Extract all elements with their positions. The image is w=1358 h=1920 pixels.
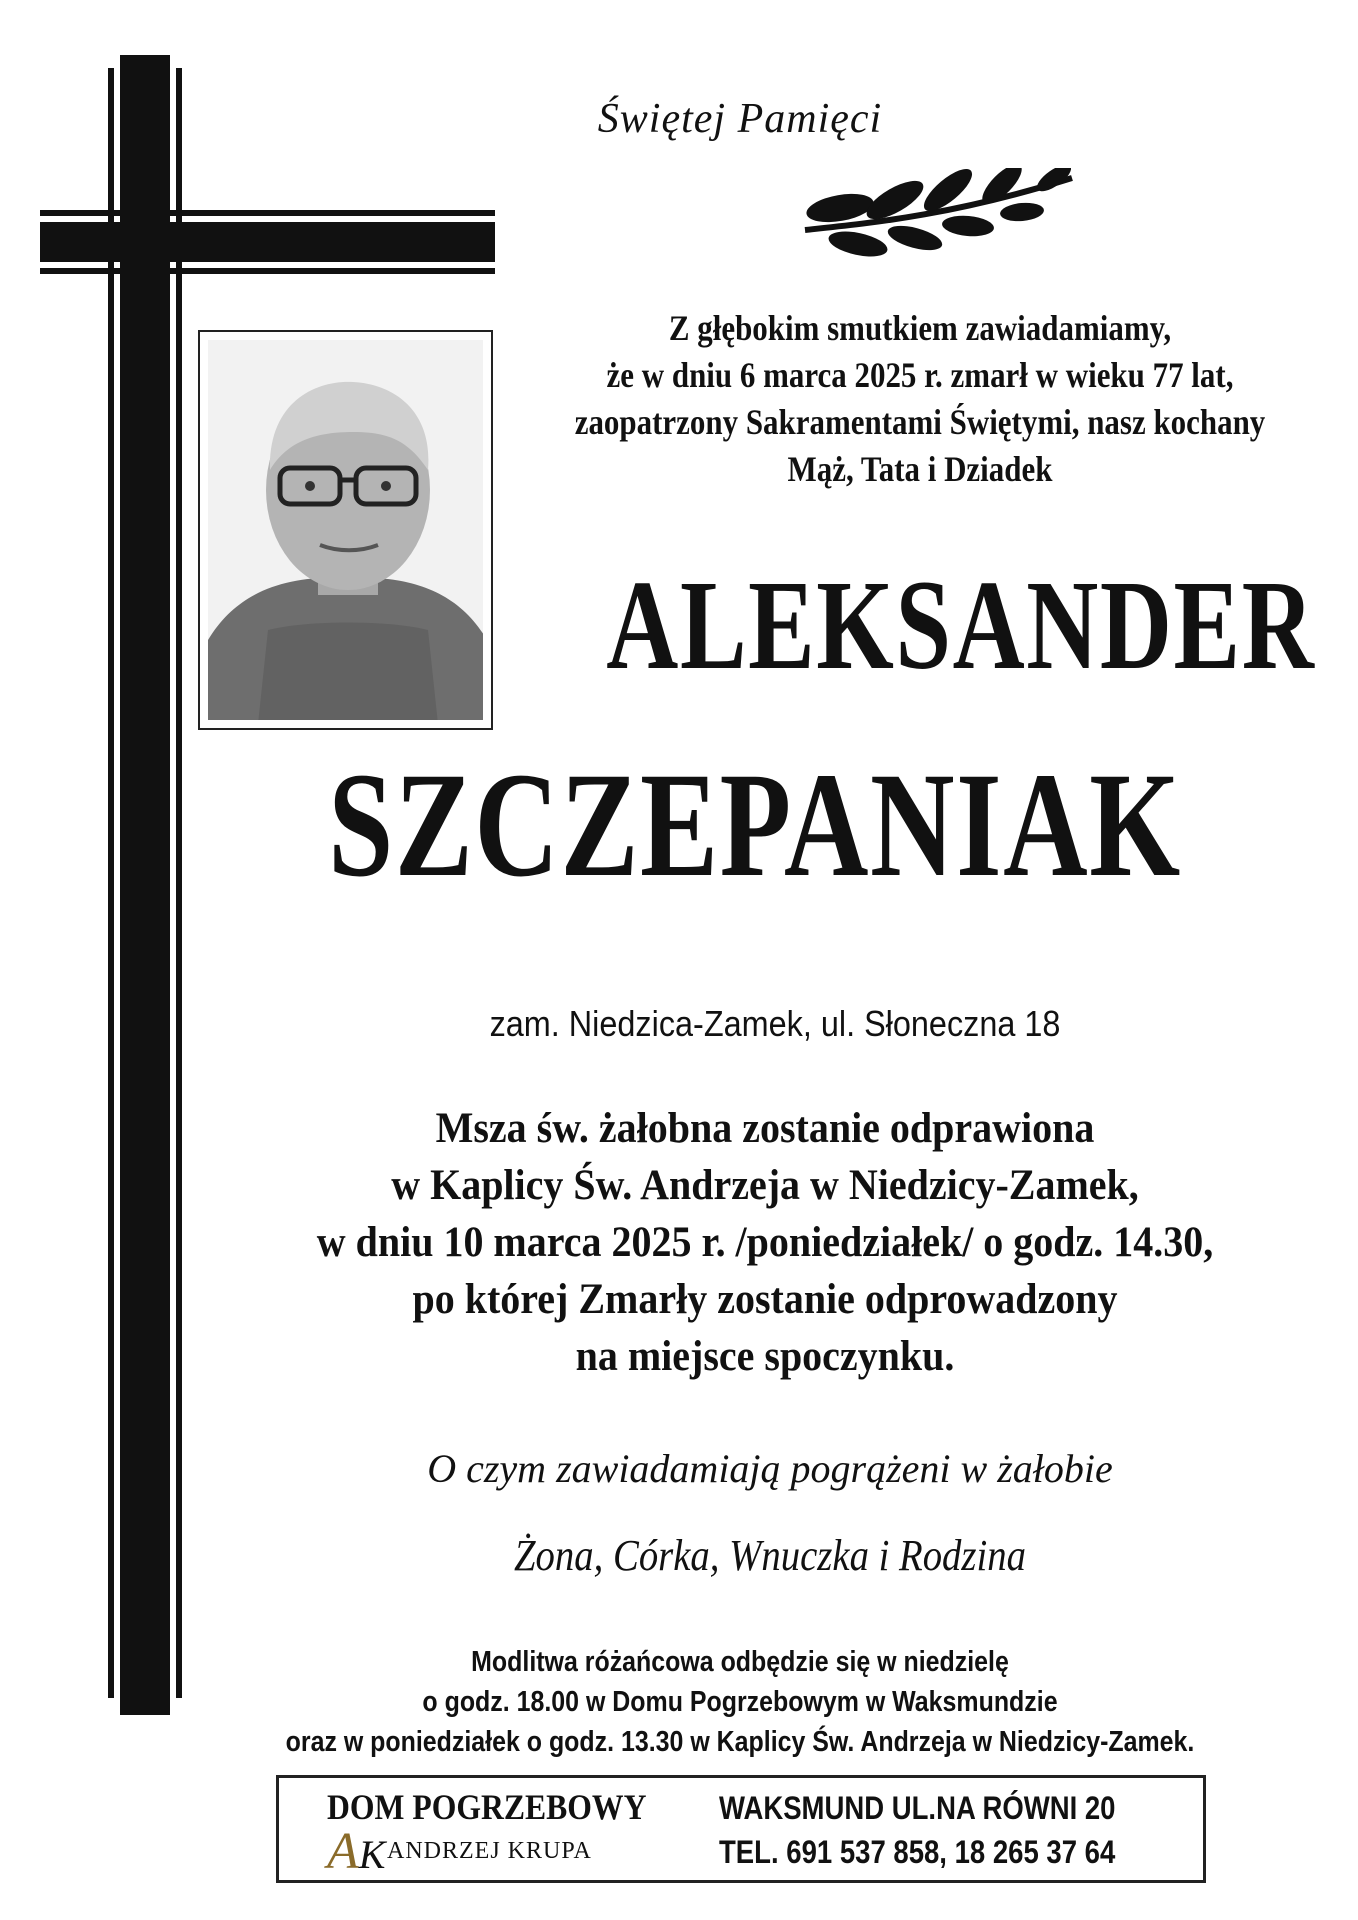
deceased-last-name: SZCZEPANIAK — [328, 742, 1182, 908]
mourners-family: Żona, Córka, Wnuczka i Rodzina — [514, 1531, 1026, 1580]
portrait-photo — [198, 330, 493, 730]
cross-icon — [120, 55, 170, 1715]
funeral-home-address: WAKSMUND UL.NA RÓWNI 20 — [719, 1790, 1116, 1826]
cross-horizontal-outline-bottom — [40, 268, 495, 274]
mass-line: po której Zmarły zostanie odprowadzony — [412, 1276, 1118, 1323]
cross-crossbar — [40, 222, 495, 262]
mourners-notice: O czym zawiadamiają pogrążeni w żałobie — [427, 1446, 1113, 1491]
portrait-silhouette — [208, 340, 483, 720]
funeral-home-name: DOM POGRZEBOWY — [327, 1787, 647, 1827]
mass-announcement — [221, 1100, 1309, 1385]
cross-horizontal-outline-top — [40, 210, 495, 216]
intro-line: zaopatrzony Sakramentami Świętymi, nasz kochany — [574, 402, 1266, 442]
intro-line: że w dniu 6 marca 2025 r. zmarł w wieku 77 lat, — [606, 355, 1234, 395]
rosary-line: o godz. 18.00 w Domu Pogrzebowym w Waksmundzie — [422, 1686, 1058, 1718]
olive-branch-icon — [800, 168, 1080, 258]
rosary-line: oraz w poniedziałek o godz. 13.30 w Kaplicy Św. Andrzeja w Niedzicy-Zamek. — [285, 1726, 1195, 1758]
intro-line: Z głębokim smutkiem zawiadamiamy, — [668, 308, 1172, 348]
portrait-image — [208, 340, 483, 720]
announcement-intro — [567, 305, 1272, 493]
rosary-line: Modlitwa różańcowa odbędzie się w niedzielę — [471, 1646, 1009, 1678]
deceased-first-name: ALEKSANDER — [606, 554, 1316, 696]
mass-line: na miejsce spoczynku. — [575, 1333, 955, 1380]
logo-letter: A — [327, 1823, 359, 1880]
cross-vertical-outline-left — [108, 68, 114, 1698]
memorial-heading: Świętej Pamięci — [597, 96, 883, 142]
logo-letter: K — [358, 1832, 386, 1877]
intro-line: Mąż, Tata i Dziadek — [787, 449, 1053, 489]
funeral-home-phone: TEL. 691 537 858, 18 265 37 64 — [719, 1834, 1116, 1870]
cross-vertical-outline-right — [176, 68, 182, 1698]
funeral-home-owner: ANDRZEJ KRUPA — [387, 1838, 592, 1864]
funeral-home-logo — [327, 1822, 385, 1881]
mass-line: w Kaplicy Św. Andrzeja w Niedzicy-Zamek, — [391, 1162, 1139, 1209]
funeral-home-box — [276, 1775, 1206, 1883]
rosary-announcement — [207, 1642, 1273, 1762]
mass-line: Msza św. żałobna zostanie odprawiona — [435, 1105, 1095, 1152]
deceased-address: zam. Niedzica-Zamek, ul. Słoneczna 18 — [489, 1003, 1061, 1044]
mass-line: w dniu 10 marca 2025 r. /poniedziałek/ o godz. 14.30, — [316, 1219, 1214, 1266]
